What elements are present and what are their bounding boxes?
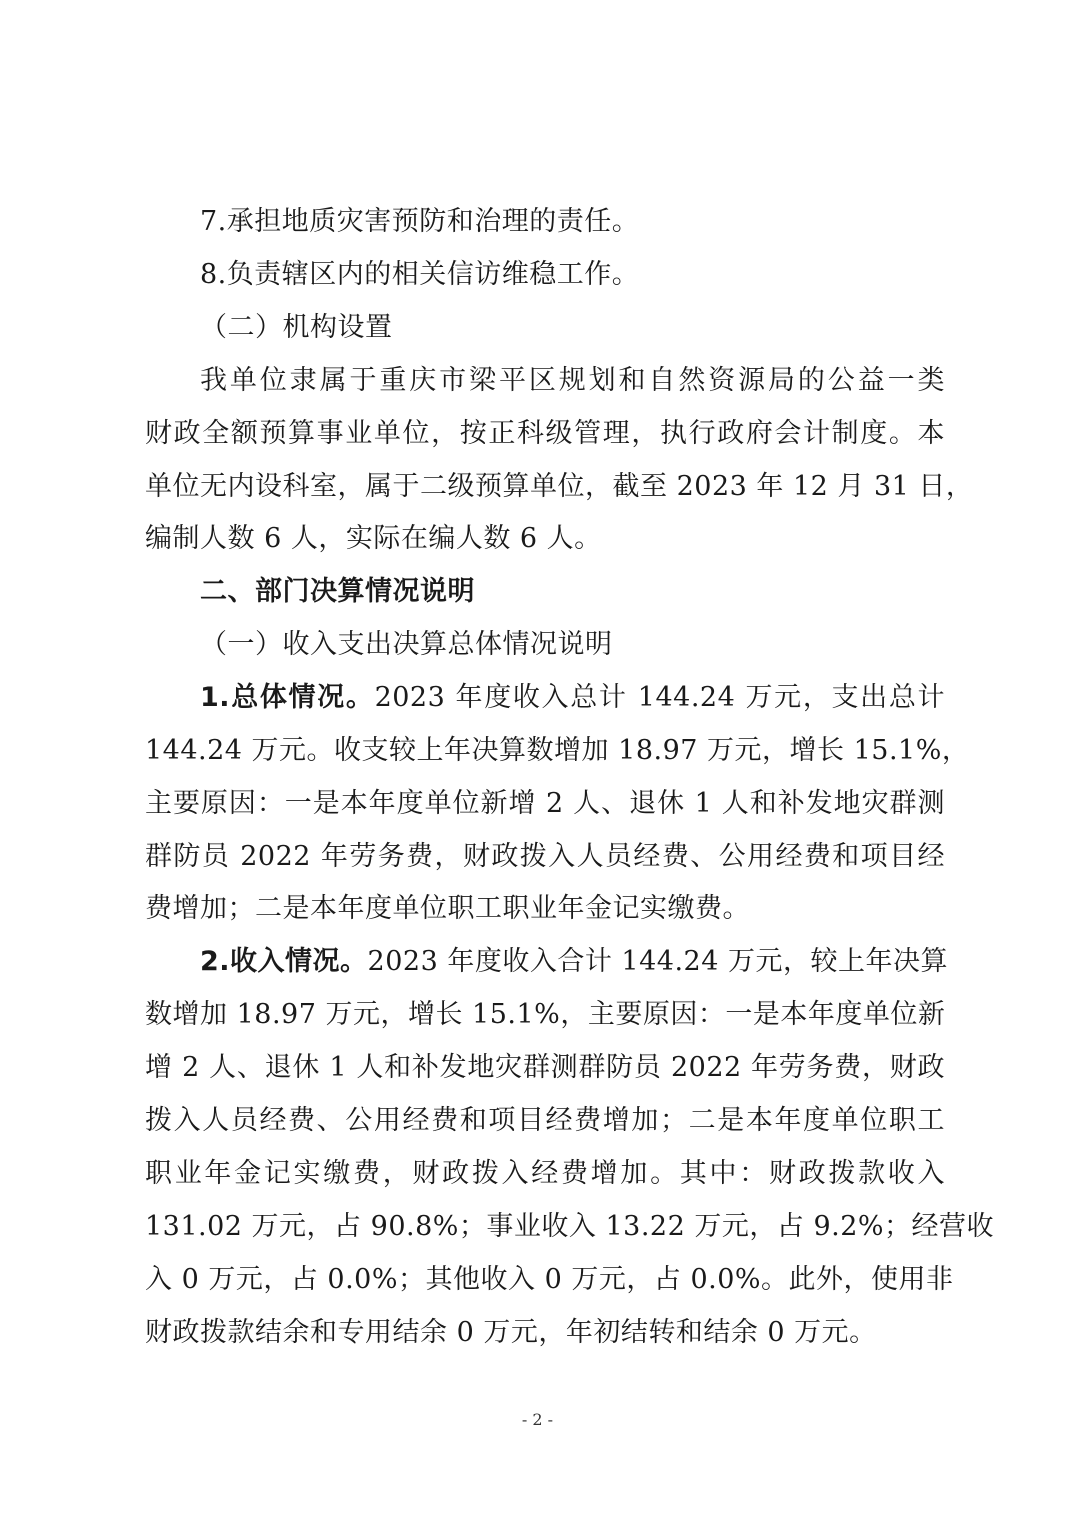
paragraph-line: 单位无内设科室，属于二级预算单位，截至 2023 年 12 月 31 日，: [145, 471, 974, 502]
paragraph-line: 编制人数 6 人，实际在编人数 6 人。: [145, 523, 602, 554]
paragraph-line: 数增加 18.97 万元，增长 15.1%，主要原因：一是本年度单位新: [145, 999, 946, 1030]
paragraph-lead: 1.总体情况。: [200, 682, 375, 713]
paragraph-line: 财政拨款结余和专用结余 0 万元，年初结转和结余 0 万元。: [145, 1317, 877, 1348]
paragraph-line: 财政全额预算事业单位，按正科级管理，执行政府会计制度。本: [145, 418, 945, 449]
paragraph-income-first-line: [200, 945, 948, 979]
paragraph-overall-first-line: [200, 681, 945, 715]
paragraph-line: 职业年金记实缴费，财政拨入经费增加。其中：财政拨款收入: [145, 1158, 945, 1189]
section-heading-org: （二）机构设置: [200, 312, 393, 343]
paragraph-line: 群防员 2022 年劳务费，财政拨入人员经费、公用经费和项目经: [145, 841, 945, 872]
paragraph-line: 增 2 人、退休 1 人和补发地灾群测群防员 2022 年劳务费，财政: [145, 1052, 945, 1083]
paragraph-text: 2023 年度收入合计 144.24 万元，较上年决算: [367, 946, 948, 977]
paragraph-text: 2023 年度收入总计 144.24 万元，支出总计: [374, 682, 946, 713]
subsection-heading: （一）收入支出决算总体情况说明: [200, 629, 613, 660]
list-item-7: 7.承担地质灾害预防和治理的责任。: [200, 206, 640, 237]
paragraph-line: 入 0 万元，占 0.0%；其他收入 0 万元，占 0.0%。此外，使用非: [145, 1264, 954, 1295]
paragraph-line: 144.24 万元。收支较上年决算数增加 18.97 万元，增长 15.1%，: [145, 735, 970, 766]
paragraph-line: 我单位隶属于重庆市梁平区规划和自然资源局的公益一类: [200, 365, 945, 396]
paragraph-lead: 2.收入情况。: [200, 946, 368, 977]
paragraph-line: 拨入人员经费、公用经费和项目经费增加；二是本年度单位职工: [145, 1105, 945, 1136]
page-number: - 2 -: [521, 1410, 554, 1429]
section-heading-two: 二、部门决算情况说明: [200, 576, 475, 607]
paragraph-line: 费增加；二是本年度单位职工职业年金记实缴费。: [145, 893, 750, 924]
paragraph-line: 131.02 万元，占 90.8%；事业收入 13.22 万元，占 9.2%；经营收: [145, 1211, 995, 1242]
list-item-8: 8.负责辖区内的相关信访维稳工作。: [200, 259, 640, 290]
paragraph-line: 主要原因：一是本年度单位新增 2 人、退休 1 人和补发地灾群测: [145, 788, 945, 819]
